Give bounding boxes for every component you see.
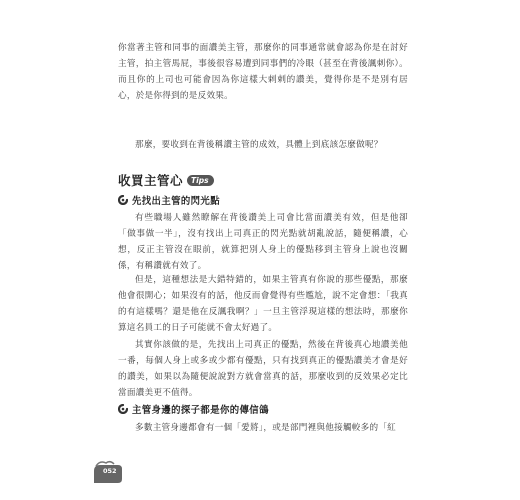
tip2-paragraph-1: 多數主管身邊都會有一個「愛將」，或是部門裡與他接觸較多的「紅	[135, 423, 397, 433]
tip-heading-1	[118, 193, 220, 207]
tip-title: 先找出主管的閃光點	[132, 196, 220, 207]
question-paragraph: 那麼，要收到在背後稱讚主管的成效，具體上到底該怎麼做呢？	[135, 140, 383, 150]
tip-heading-2	[118, 402, 269, 416]
tip1-paragraph-3: 其實你該做的是，先找出上司真正的優點，然後在背後真心地讚美他一番，每個人身上或多或少都有優點，只有找到真正的優點讚美才會是好的讚美，如果以為隨便說說對方就會當真的話，那麼收到的反效果必定比當面讚美更不值得。	[118, 340, 408, 398]
swirl-bullet-icon	[118, 195, 128, 205]
tip1-paragraph-2: 但是，這種想法是大錯特錯的，如果主管真有你說的那些優點，那麼他會很開心；如果沒有的話，他反而會覺得有些尷尬，說不定會想：「我真的有這樣嗎？還是他在反諷我啊？」一旦主管浮現這樣的想法時，那麼你算這名員工的日子可能就不會太好過了。	[118, 275, 408, 333]
page-number-badge	[92, 459, 124, 485]
tips-badge: Tips	[187, 175, 214, 186]
section-title: 收買主管心	[118, 173, 184, 188]
swirl-bullet-icon	[118, 404, 128, 414]
tip-title: 主管身邊的探子都是你的傳信鴿	[132, 405, 269, 416]
page-number: 052	[103, 467, 117, 475]
section-heading	[118, 171, 214, 189]
intro-paragraph: 你當著主管和同事的面讚美主管，那麼你的同事通常就會認為你是在討好主管，拍主管馬屁，事後很容易遭到同事們的冷眼（甚至在背後諷刺你）。而且你的上司也可能會因為你這樣大剌剌的讚美，覺得你是不是別有居心，於是你得到的是反效果。	[118, 43, 408, 101]
tip1-paragraph-1: 有些職場人雖然瞭解在背後讚美上司會比當面讚美有效，但是他卻「做事做一半」，沒有找出上司真正的閃光點就胡亂說話，隨便稱讚，心想，反正主管沒在眼前，就算把別人身上的優點移到主管身上說也沒關係，有稱讚就有效了。	[118, 213, 408, 271]
